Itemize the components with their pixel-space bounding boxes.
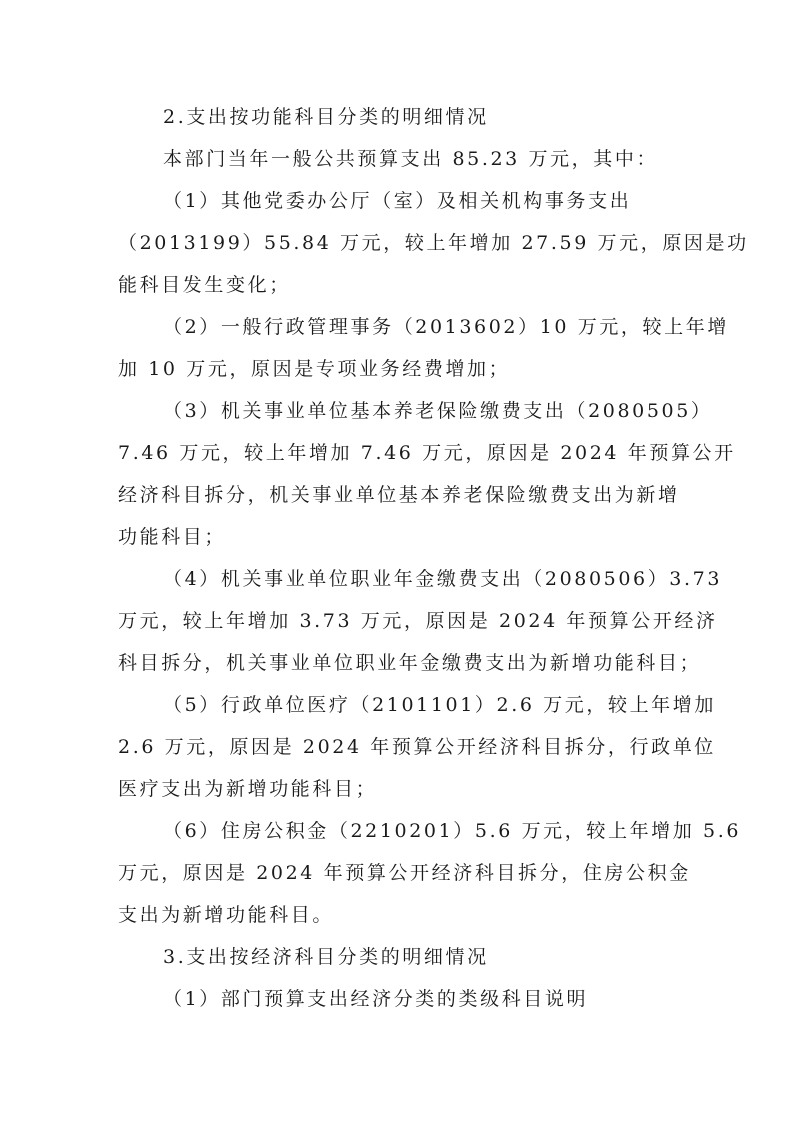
body-line: 本部门当年一般公共预算支出 85.23 万元，其中： xyxy=(163,148,659,170)
body-line: 万元，较上年增加 3.73 万元，原因是 2024 年预算公开经济 xyxy=(118,610,718,632)
body-line: 2.6 万元，原因是 2024 年预算公开经济科目拆分，行政单位 xyxy=(118,736,716,758)
body-line: 支出为新增功能科目。 xyxy=(118,904,335,926)
section-heading-economic: 3.支出按经济科目分类的明细情况 xyxy=(163,946,489,968)
body-line: （2）一般行政管理事务（2013602）10 万元，较上年增 xyxy=(163,316,729,338)
body-line: （4）机关事业单位职业年金缴费支出（2080506）3.73 xyxy=(163,568,723,590)
body-line: 医疗支出为新增功能科目； xyxy=(118,778,378,800)
body-line: 加 10 万元，原因是专项业务经费增加； xyxy=(118,358,511,380)
body-line: 7.46 万元，较上年增加 7.46 万元，原因是 2024 年预算公开 xyxy=(118,442,736,464)
body-line: 经济科目拆分，机关事业单位基本养老保险缴费支出为新增 xyxy=(118,484,680,506)
body-line: 功能科目； xyxy=(118,526,227,548)
body-line: （5）行政单位医疗（2101101）2.6 万元，较上年增加 xyxy=(163,694,716,716)
body-line: （6）住房公积金（2210201）5.6 万元，较上年增加 5.6 xyxy=(163,820,742,842)
body-line: （3）机关事业单位基本养老保险缴费支出（2080505） xyxy=(163,400,713,422)
body-line: 万元，原因是 2024 年预算公开经济科目拆分，住房公积金 xyxy=(118,862,691,884)
body-line: 科目拆分，机关事业单位职业年金缴费支出为新增功能科目； xyxy=(118,652,702,674)
section-heading-functional: 2.支出按功能科目分类的明细情况 xyxy=(163,106,489,128)
body-line: （1）部门预算支出经济分类的类级科目说明 xyxy=(163,988,589,1010)
body-line: 能科目发生变化； xyxy=(118,274,291,296)
body-line: （2013199）55.84 万元，较上年增加 27.59 万元，原因是功 xyxy=(118,232,749,254)
body-line: （1）其他党委办公厅（室）及相关机构事务支出 xyxy=(163,190,632,212)
